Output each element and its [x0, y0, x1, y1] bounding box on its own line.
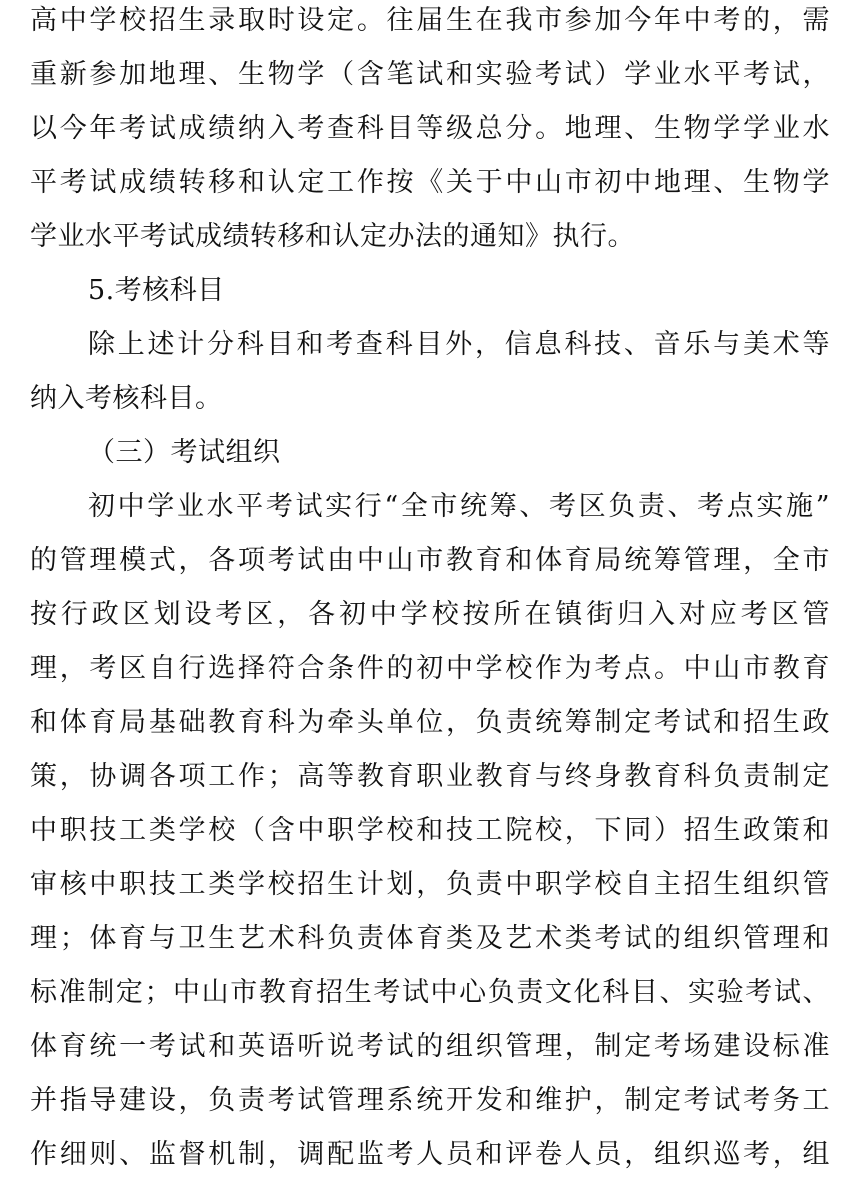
text-line: 初中学业水平考试实行“全市统筹、考区负责、考点实施” [88, 491, 830, 522]
text-line: 学业水平考试成绩转移和认定办法的通知》执行。 [30, 221, 635, 252]
text-line: 以今年考试成绩纳入考查科目等级总分。地理、生物学学业水 [30, 113, 830, 144]
section-heading: （三）考试组织 [88, 437, 281, 468]
text-line: 体育统一考试和英语听说考试的组织管理，制定考场建设标准 [30, 1031, 830, 1062]
section-heading: 5.考核科目 [88, 275, 225, 306]
text-line: 策，协调各项工作；高等教育职业教育与终身教育科负责制定 [30, 761, 830, 792]
text-line: 重新参加地理、生物学（含笔试和实验考试）学业水平考试， [30, 59, 830, 90]
text-line: 纳入考核科目。 [30, 383, 223, 414]
text-line: 按行政区划设考区，各初中学校按所在镇街归入对应考区管 [30, 599, 830, 630]
text-line: 理；体育与卫生艺术科负责体育类及艺术类考试的组织管理和 [30, 923, 830, 954]
text-line: 的管理模式，各项考试由中山市教育和体育局统筹管理，全市 [30, 545, 830, 576]
text-line: 中职技工类学校（含中职学校和技工院校，下同）招生政策和 [30, 815, 830, 846]
document-page [30, 0, 830, 1170]
text-line: 并指导建设，负责考试管理系统开发和维护，制定考试考务工 [30, 1085, 830, 1116]
text-line: 理，考区自行选择符合条件的初中学校作为考点。中山市教育 [30, 653, 830, 684]
text-line: 标准制定；中山市教育招生考试中心负责文化科目、实验考试、 [30, 977, 830, 1008]
text-line: 作细则、监督机制，调配监考人员和评卷人员，组织巡考，组 [30, 1139, 830, 1170]
text-line: 审核中职技工类学校招生计划，负责中职学校自主招生组织管 [30, 869, 830, 900]
text-line: 除上述计分科目和考查科目外，信息科技、音乐与美术等 [88, 329, 830, 360]
text-line: 平考试成绩转移和认定工作按《关于中山市初中地理、生物学 [30, 167, 830, 198]
text-line: 高中学校招生录取时设定。往届生在我市参加今年中考的，需 [30, 5, 830, 36]
text-line: 和体育局基础教育科为牵头单位，负责统筹制定考试和招生政 [30, 707, 830, 738]
